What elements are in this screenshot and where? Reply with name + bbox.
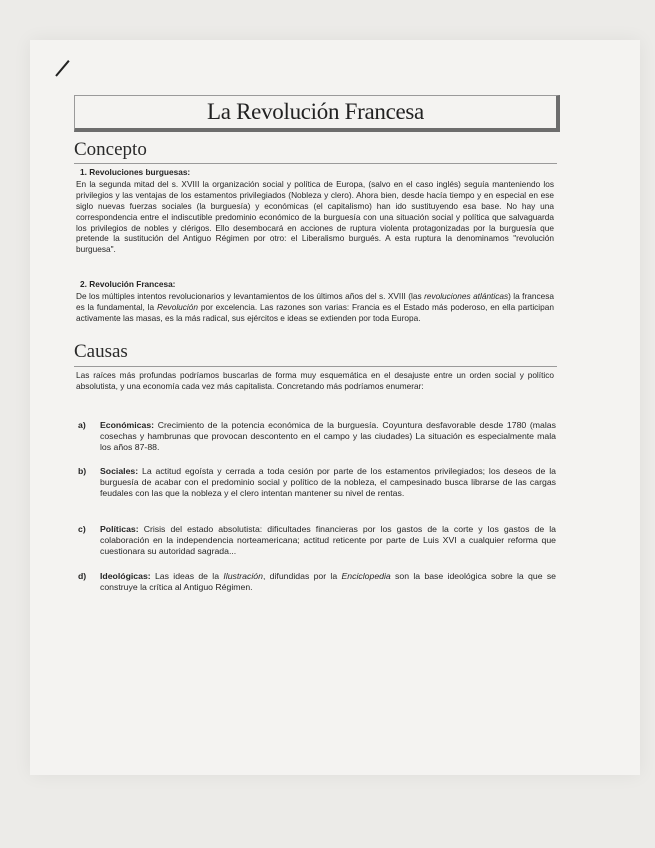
item-text: [100, 524, 556, 558]
causas-heading: Causas: [74, 341, 128, 362]
item-label: Económicas:: [100, 420, 155, 430]
concepto-heading: Concepto: [74, 139, 147, 160]
item-text: [100, 571, 556, 593]
rf-italic-1: revoluciones atlánticas: [424, 290, 509, 301]
rf-text-3: por excelencia. Las razones son varias: Francia es el Estado más poderoso, en ella participan activamente las masas, es la más radical, sus ejércitos e ideas se extienden por toda Europa.: [76, 301, 554, 323]
rf-italic-2: Revolución: [156, 301, 199, 312]
rf-text-2: ) la francesa es la fundamental, la: [76, 290, 555, 312]
item-label: Ideológicas:: [100, 571, 151, 581]
item-italic-1: Ilustración: [223, 571, 263, 581]
list-item-politicas: [76, 524, 556, 558]
item-body-3: son la base ideológica sobre la que se construye la crítica al Antiguo Régimen.: [100, 571, 556, 593]
item-label: Políticas:: [100, 524, 139, 534]
revolucion-francesa-heading: 2. Revolución Francesa:: [80, 279, 176, 289]
list-item-ideologicas: [76, 571, 556, 593]
revolucion-francesa-section: [76, 279, 554, 324]
item-marker: a): [78, 420, 86, 430]
item-body-2: , difundidas por la: [262, 571, 342, 581]
item-label: Sociales:: [100, 466, 139, 476]
item-body-1: Las ideas de la: [150, 571, 224, 581]
revolucion-francesa-text: [76, 291, 554, 324]
item-marker: c): [78, 524, 86, 534]
item-body: La actitud egoísta y cerrada a toda cesión por parte de los estamentos privilegiados; los deseos de la burguesía de acabar con el predominio social y político de la nobleza, el campesinado busca librarse de las cargas feudales con las que la nobleza y el clero intentan mantener su nivel de rentas.: [100, 466, 556, 499]
rf-text-1: De los múltiples intentos revolucionarios y levantamientos de los últimos años del s. XVIII (las: [76, 290, 425, 301]
causas-rule: [74, 366, 557, 367]
item-body: Crecimiento de la potencia económica de la burguesía. Coyuntura desfavorable desde 1780 (malas cosechas y hambrunas que provocan descontento en el campo y las ciudades) La situación es especialmente mala los años 87-88.: [100, 420, 556, 453]
item-text: [100, 420, 556, 454]
item-body: Crisis del estado absolutista: dificultades financieras por los gastos de la corte y los gastos de la colaboración en la independencia norteamericana; actitud reticente por parte de Luis XVI a cualquier reforma que cuestionara su autoridad sagrada...: [100, 524, 556, 557]
item-italic-2: Enciclopedia: [341, 571, 391, 581]
revoluciones-burguesas-text: En la segunda mitad del s. XVIII la organización social y política de Europa, (salvo en el caso inglés) seguía manteniendo los privilegios y las ventajas de los estamentos privilegiados (Nobleza y clero). Ahora bien, desde hacía tiempo y en especial en ese siglo nuevas fuerzas sociales (la burguesía) y económicas (el capitalismo) han ido sustituyendo esa base. No hay una correspondencia entre el indiscutible predominio económico de la burguesía con una situación social y política que salvaguarda los privilegios de nobles y clérigos. Ello desembocará en acciones de ruptura violenta protagonizadas por la burguesía que pretende la sustitución del Antiguo Régimen por otro: el Liberalismo burgués. A esta ruptura la denominamos "revolución burguesa".: [76, 178, 554, 255]
revoluciones-burguesas-section: [76, 167, 554, 255]
concepto-rule: [74, 163, 557, 164]
item-marker: b): [78, 466, 87, 476]
title-box: [74, 95, 560, 132]
item-marker: d): [78, 571, 87, 581]
item-text: [100, 466, 556, 500]
page-title: La Revolución Francesa: [207, 99, 424, 124]
causas-intro-text: Las raíces más profundas podríamos buscarlas de forma muy esquemática en el desajuste entre un orden social y político absolutista, y una economía cada vez más capitalista. Concretando más podríamos enumerar:: [76, 370, 554, 391]
revoluciones-burguesas-heading: 1. Revoluciones burguesas:: [80, 167, 191, 177]
list-item-economicas: [76, 420, 556, 454]
causas-intro: [76, 370, 554, 392]
list-item-sociales: [76, 466, 556, 500]
